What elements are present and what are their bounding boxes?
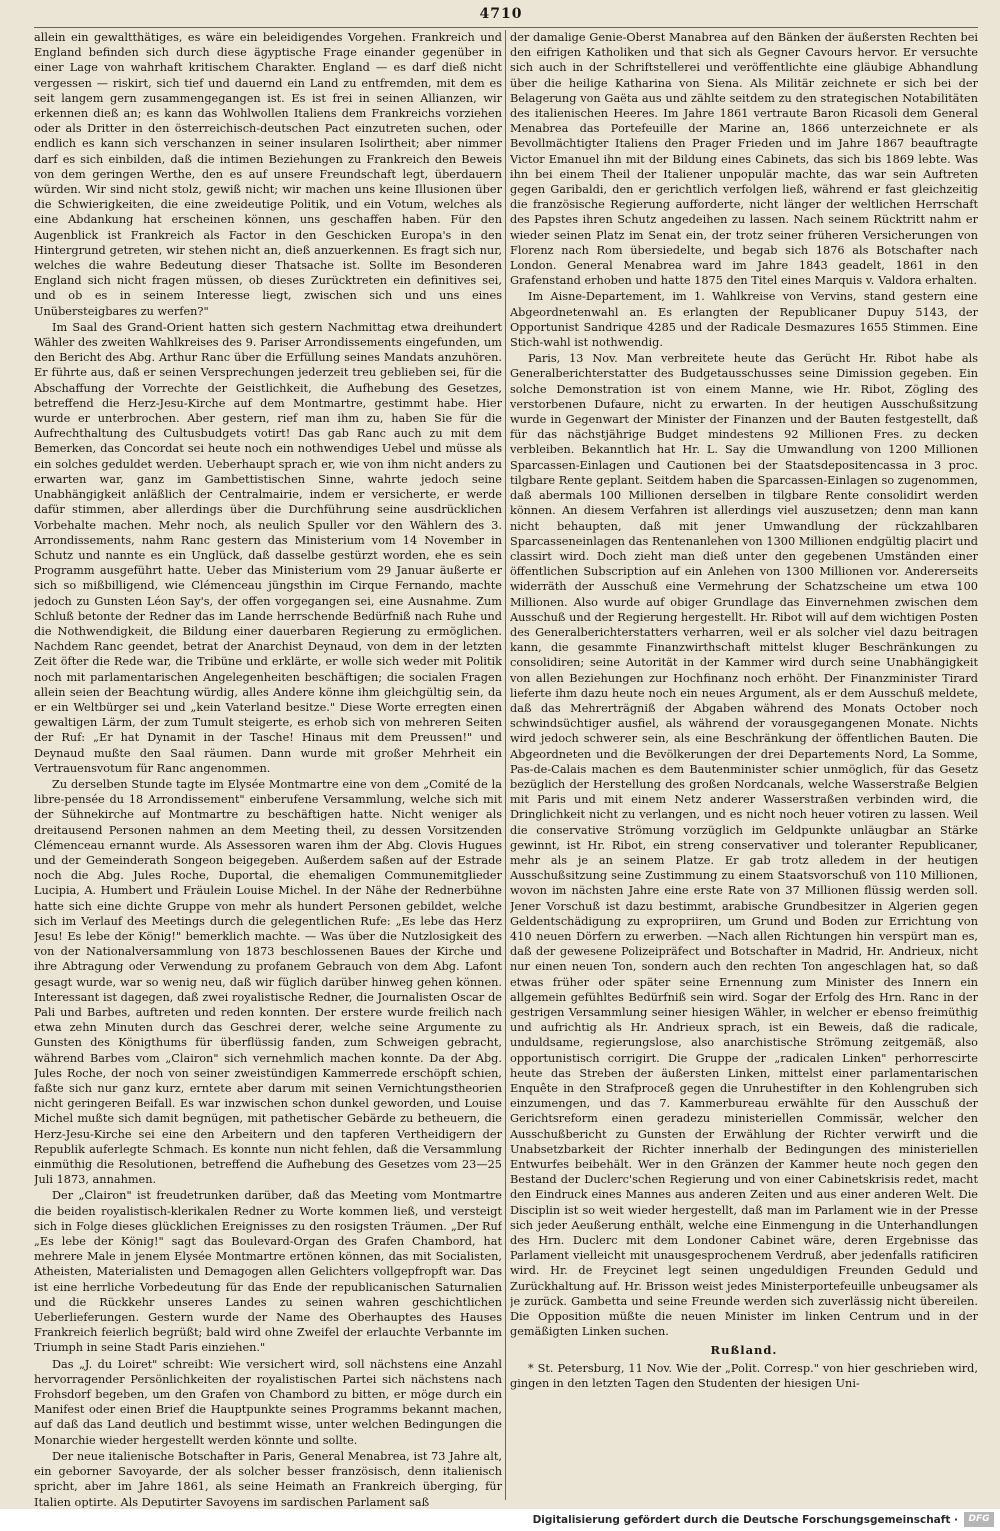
article-paragraph: Der „Clairon" ist freudetrunken darüber, daß das Meeting vom Montmartre die beiden royalistisch-klerikalen Redner zu Worte kommen ließ, und versteigt sich in Folge dieses glücklichen Ereignisses zu den rosigsten Träumen. „Der Ruf „Es lebe der König!" sagt das Boulevard-Organ des Grafen Chambord, hat mehrere Male in jenem Elysée Montmartre ertönen können, das mit Socialisten, Atheisten, Materialisten und Demagogen allen Gelichters vollgepfropft war. Das ist eine herrliche Vorbedeutung für das Ende der republicanischen Saturnalien und die Rückkehr unseres Landes zu seinen wahren geschichtlichen Ueberlieferungen. Gestern wurde der Name des Oberhauptes des Hauses Frankreich feierlich begrüßt; bald wird ohne Zweifel der erlauchte Verbannte im Triumph in seine Stadt Paris einziehen." <box>34 1189 502 1355</box>
article-paragraph: allein ein gewaltthätiges, es wäre ein beleidigendes Vorgehen. Frankreich und England befinden sich durch diese ägyptische Frage einander gegenüber in einer Lage von wahrhaft kritischem Charakter. England — es darf dieß nicht vergessen — riskirt, sich tief und dauernd ein Land zu entfremden, mit dem es seit langem gern zusammengegangen ist. Es ist frei in seinen Allianzen, wir erkennen dieß an; es kann das Wohlwollen Italiens dem Frankreichs vorziehen oder als Dritter in den österreichisch-deutschen Pact einzutreten suchen, oder endlich es kann sich verschanzen in seiner insularen Isolirtheit; aber nimmer darf es sich einbilden, daß die intimen Beziehungen zu Frankreich den Beweis von dem geringen Werthe, den es auf unsere Freundschaft legt, überdauern würden. Wir sind nicht stolz, gewiß nicht; wir machen uns keine Illusionen über die Schwierigkeiten, die eine zweideutige Politik, und ein Votum, welches als eine Abdankung hat erscheinen können, uns geschaffen haben. Für den Augenblick ist Frankreich als Factor in den Geschicken Europa's in den Hintergrund getreten, wir stehen nicht an, dieß anzuerkennen. Es fragt sich nur, welches die wahre Bedeutung dieser Thatsache ist. Sollte im Besonderen England sich nicht fragen müssen, ob dieses Zurücktreten ein definitives sei, und ob es in seinem Interesse liegt, zwischen sich und uns eines Unübersteigbares zu werfen?" <box>34 31 502 318</box>
left-column <box>34 30 502 1508</box>
digitization-footer <box>0 1509 1000 1531</box>
article-paragraph: Der neue italienische Botschafter in Paris, General Menabrea, ist 73 Jahre alt, ein geborner Savoyarde, der als solcher besser französisch, denn italienisch spricht, aber im Jahre 1861, als seine Heimath an Frankreich überging, für Italien optirte. Als Deputirter Savoyens im sardischen Parlament saß <box>34 1449 502 1508</box>
article-paragraph: Im Saal des Grand-Orient hatten sich gestern Nachmittag etwa dreihundert Wähler des zweiten Wahlkreises des 9. Pariser Arrondissements eingefunden, um den Bericht des Abg. Arthur Ranc über die Erfüllung seines Mandats anzuhören. Er führte aus, daß er seinen Versprechungen jederzeit treu geblieben sei, für die Abschaffung der Vorrechte der Geistlichkeit, die Aufhebung des Gesetzes, betreffend die Herz-Jesu-Kirche auf dem Montmartre, gestimmt habe. Hier wurde er unterbrochen. Aber gestern, rief man ihm zu, haben Sie für die Aufrechthaltung des Cultusbudgets votirt! Das gab Ranc auch zu mit dem Bemerken, das Concordat sei heute noch ein nothwendiges Uebel und müsse als ein solches geduldet werden. Ueberhaupt sprach er, wie von ihm nicht anders zu erwarten war, ganz im Gambettistischen Sinne, wahrte jedoch seine Unabhängigkeit anläßlich der Centralmairie, indem er versicherte, er werde dafür stimmen, aber allerdings über die Durchführung seine ausdrücklichen Vorbehalte machen. Mehr noch, als neulich Spuller vor den Wählern des 3. Arrondissements, nahm Ranc gestern das Ministerium vom 14 November in Schutz und nannte es ein Unglück, daß dasselbe gestürzt worden, ehe es sein Programm ausgeführt hatte. Ueber das Ministerium vom 29 Januar äußerte er sich so mißbilligend, wie Clémenceau jüngsthin im Cirque Fernando, machte jedoch zu Gunsten Léon Say's, der offen vorgegangen sei, eine Ausnahme. Zum Schluß betonte der Redner das im Lande herrschende Bedürfniß nach Ruhe und die Nothwendigkeit, die Bildung einer dauerbaren Regierung zu ermöglichen. Nachdem Ranc geendet, betrat der Anarchist Deynaud, von dem in der letzten Zeit öfter die Rede war, die Tribüne und erklärte, er wolle sich weder mit Politik noch mit parlamentarischen Angelegenheiten beschäftigen; die socialen Fragen allein seien der Beachtung würdig, alles Andere könne ihm gleichgültig sein, da er ein Weltbürger sei und „kein Vaterland besitze." Diese Worte erregten einen gewaltigen Lärm, der zum Tumult steigerte, es erhob sich von mehreren Seiten der Ruf: „Er hat Dynamit in der Tasche! Hinaus mit dem Preussen!" und Deynaud mußte den Saal räumen. Dann wurde mit großer Mehrheit ein Vertrauensvotum für Ranc angenommen. <box>34 320 502 775</box>
column-divider <box>505 30 506 1500</box>
right-column <box>510 30 978 1508</box>
article-paragraph: Im Aisne-Departement, im 1. Wahlkreise von Vervins, stand gestern eine Abgeordnetenwahl an. Es erlangten der Republicaner Dupuy 5143, der Opportunist Sandrique 4285 und der Radicale Desmazures 1655 Stimmen. Eine Stich-wahl ist nothwendig. <box>510 290 978 350</box>
article-paragraph: Zu derselben Stunde tagte im Elysée Montmartre eine von dem „Comité de la libre-pensée du 18 Arrondissement" einberufene Versammlung, welche sich mit der Sühnekirche auf Montmartre zu beschäftigen hatte. Nicht weniger als dreitausend Personen nahmen an dem Meeting theil, zu dessen Vorsitzenden Clémenceau ernannt wurde. Als Assessoren waren ihm der Abg. Clovis Hugues und der Gemeinderath Songeon beigegeben. Außerdem saßen auf der Estrade noch die Abg. Jules Roche, Duportal, die ehemaligen Communemitglieder Lucipia, A. Humbert und Fräulein Louise Michel. In der Nähe der Rednerbühne hatte sich eine dichte Gruppe von mehr als hundert Personen gebildet, welche sich im Verlauf des Meetings durch die gelegentlichen Rufe: „Es lebe das Herz Jesu! Es lebe der König!" bemerklich machte. — Was über die Nutzlosigkeit des von der Nationalversammlung von 1873 beschlossenen Baues der Kirche und ihre Abtragung oder Verwendung zu profanem Gebrauch von dem Abg. Lafont gesagt wurde, war so wenig neu, daß wir füglich darüber hinweg gehen können. Interessant ist dagegen, daß zwei royalistische Redner, die Journalisten Oscar de Pali und Barbes, auftreten und reden konnten. Der erstere wurde freilich nach etwa zehn Minuten durch das Geschrei derer, welche seine Argumente zu Gunsten des Königthums für überflüssig fanden, zum Schweigen gebracht, während Barbes vom „Clairon" sich vernehmlich machen konnte. Da der Abg. Jules Roche, der noch von seiner zweistündigen Kammerrede erschöpft schien, faßte sich nur ganz kurz, erntete aber darum mit seinen Vernichtungstheorien nicht geringeren Beifall. Es war inzwischen schon dunkel geworden, und Louise Michel mußte sich damit begnügen, mit pathetischer Gebärde zu betheuern, die Herz-Jesu-Kirche sei eine den Arbeitern und den tapferen Vertheidigern der Republik auferlegte Schmach. Es konnte nun nicht fehlen, daß die Versammlung einmüthig die Resolutionen, betreffend die Aufhebung des Gesetzes vom 23—25 Juli 1873, annahmen. <box>34 777 502 1187</box>
dfg-logo-icon: DFG <box>964 1512 994 1527</box>
newspaper-page <box>22 0 980 1510</box>
header-rule <box>34 27 978 28</box>
article-paragraph: Paris, 13 Nov. Man verbreitete heute das Gerücht Hr. Ribot habe als Generalberichterstatter des Budgetausschusses seine Dimission gegeben. Ein solche Demonstration ist von einem Manne, wie Hr. Ribot, Zögling des verstorbenen Dufaure, nicht zu erwarten. In der heutigen Ausschußsitzung wurde in Gegenwart der Minister der Finanzen und der Bauten festgestellt, daß für das nächstjährige Budget mindestens 92 Millionen Fres. zu decken verbleiben. Bekanntlich hat Hr. L. Say die Umwandlung von 1200 Millionen Sparcassen-Einlagen und Cautionen bei der Staatsdepositencassa in 3 proc. tilgbare Rente geplant. Seitdem haben die Sparcassen-Einlagen so zugenommen, daß abermals 100 Millionen derselben in tilgbare Rente consolidirt werden können. An diesem Verfahren ist allerdings viel auszusetzen; denn man kann nicht behaupten, daß mit jener Umwandlung der rückzahlbaren Sparcasseneinlagen das Rentenanlehen von 1300 Millionen endgültig placirt und classirt wird. Doch zieht man dieß unter den gegebenen Umständen einer öffentlichen Subscription auf ein Anlehen von 1300 Millionen vor. Andererseits widerräth der Ausschuß eine Vermehrung der Schatzscheine um etwa 100 Millionen. Also wurde auf obiger Grundlage das Einvernehmen zwischen dem Ausschuß und der Regierung hergestellt. Hr. Ribot will auf dem wichtigen Posten des Generalberichterstatters verharren, weil er als solcher viel dazu beitragen kann, die gesammte Finanzwirthschaft mittelst kluger Beschränkungen zu consolidiren; seine Autorität in der Kammer wird durch seine Unabhängigkeit von allen Beziehungen zur Hochfinanz noch erhöht. Der Finanzminister Tirard lieferte ihm dazu heute noch ein neues Argument, als er dem Ausschuß meldete, daß das Mehrerträgniß der Abgaben während des Monats October noch schwindsüchtiger ausfiel, als während der vorausgegangenen Monate. Nichts wird jedoch schwerer sein, als eine Beschränkung der öffentlichen Bauten. Die Abgeordneten und die Bevölkerungen der drei Departements Nord, La Somme, Pas-de-Calais machen es dem Bautenminister schier unmöglich, für das Gesetz bezüglich der Herstellung des großen Nordcanals, welche Wasserstraße Belgien mit Paris und mit einem Netz anderer Wasserstraßen verbinden wird, die Dringlichkeit nicht zu verlangen, und es nicht noch heuer votiren zu lassen. Weil die conservative Strömung vorzüglich im Geldpunkte unläugbar an Stärke gewinnt, ist Hr. Ribot, ein streng conservativer und toleranter Republicaner, mehr als je an seinem Platze. Er gab trotz alledem in der heutigen Ausschußsitzung seine Zustimmung zu einem Staatsvorschuß von 110 Millionen, wovon im nächsten Jahre eine erste Rate von 37 Millionen flüssig werden soll. Jener Vorschuß ist dazu bestimmt, arabische Grundbesitzer in Algerien gegen Geldentschädigung zu expropriiren, um Grund und Boden zur Errichtung von 410 neuen Dörfern zu erwerben. —Nach allen Richtungen hin verspürt man es, daß der gewesene Polizeipräfect und Botschafter in Madrid, Hr. Andrieux, nicht nur einen neuen Ton, sondern auch den rechten Ton angeschlagen hat, so daß etwas früher oder später seine Ernennung zum Minister des Innern ein allgemein gefühltes Bedürfniß sein wird. Sogar der Erfolg des Hrn. Ranc in der gestrigen Versammlung seiner hiesigen Wähler, in welcher er ebenso freimüthig und aufrichtig als Hr. Andrieux sprach, ist ein Beweis, daß die radicale, unduldsame, regierungslose, also anarchistische Strömung zeitgemäß, also opportunistisch corrigirt. Die Gruppe der „radicalen Linken" perhorrescirte heute das Streben der äußersten Linken, mittelst einer parlamentarischen Enquête in den Strafproceß gegen die Unruhestifter in den Kohlengruben sich einzumengen, und das 7. Kammerbureau erwählte für den Ausschuß der Gerichtsreform einen geradezu ministeriellen Commissär, welcher den Ausschußbericht zu Gunsten der Erwählung der Richter verwirft und die Unabsetzbarkeit der Richter innerhalb der Bedingungen des ministeriellen Entwurfes beibehält. Wer in den Gränzen der Kammer heute noch gegen den Bestand der Duclerc'schen Regierung und von einer Cabinetskrisis redet, macht den Eindruck eines Mannes aus anderen Zeiten und aus einer anderen Welt. Die Disciplin ist so weit wieder hergestellt, daß man im Parlament wie in der Presse sich jeder Aeußerung enthält, welche eine Einmengung in die Unterhandlungen des Hrn. Duclerc mit dem Londoner Cabinet wäre, deren Ergebnisse das Parlament vielleicht mit unausgesprochenem Verdruß, aber jedenfalls ratificiren wird. Hr. de Freycinet legt seinen ungeduldigen Freunden Geduld und Zurückhaltung auf. Hr. Brisson weist jedes Ministerportefeuille unbeugsamer als je zurück. Gambetta und seine Freunde werden sich zuverlässig nicht übereilen. Die Opposition müßte die neuen Minister im linken Centrum und in der gemäßigten Linken suchen. <box>510 352 978 1339</box>
section-heading: Rußland. <box>710 1343 778 1358</box>
article-paragraph: * St. Petersburg, 11 Nov. Wie der „Polit. Corresp." von hier geschrieben wird, gingen in den letzten Tagen den Studenten der hiesigen Uni- <box>510 1361 978 1390</box>
article-paragraph: Das „J. du Loiret" schreibt: Wie versichert wird, soll nächstens eine Anzahl hervorragender Persönlichkeiten der royalistischen Partei sich nächstens nach Frohsdorf begeben, um den Grafen von Chambord zu bitten, er möge durch ein Manifest oder einen Brief die Hauptpunkte seines Programms bekannt machen, auf daß das Land deutlich und bestimmt wisse, unter welchen Bedingungen die Monarchie wieder hergestellt werden könnte und sollte. <box>34 1357 502 1447</box>
footer-credit: Digitalisierung gefördert durch die Deutsche Forschungsgemeinschaft · <box>532 1514 958 1526</box>
article-paragraph: der damalige Genie-Oberst Manabrea auf den Bänken der äußersten Rechten bei den eifrigen Katholiken und that sich als Gegner Cavours hervor. Er versuchte sich auch in der Schriftstellerei und veröffentlichte eine gläubige Abhandlung über die heilige Katharina von Siena. Als Militär zeichnete er sich bei der Belagerung von Gaëta aus und zählte seitdem zu den strategischen Notabilitäten des italienischen Heeres. Im Jahre 1861 vertraute Baron Ricasoli dem General Menabrea das Portefeuille der Marine an, 1866 unterzeichnete er als Bevollmächtigter Italiens den Prager Frieden und im Jahre 1867 beauftragte Victor Emanuel ihn mit der Bildung eines Cabinets, das sich bis 1869 lebte. Was ihn bei einem Theil der Italiener unpopulär machte, das war sein Auftreten gegen Garibaldi, den er gerichtlich verfolgen ließ, während er fast gleichzeitig die französische Regierung aufforderte, nicht länger der weltlichen Herrschaft des Papstes ihren Schutz angedeihen zu lassen. Nach seinem Rücktritt nahm er wieder seinen Platz im Senat ein, der trotz seiner früheren Versicherungen von Florenz nach Rom übersiedelte, und begab sich 1876 als Botschafter nach London. General Menabrea ward im Jahre 1843 geadelt, 1861 in den Grafenstand erhoben und hatte 1875 den Titel eines Marquis v. Valdora erhalten. <box>510 31 978 288</box>
page-number: 4710 <box>479 6 523 22</box>
